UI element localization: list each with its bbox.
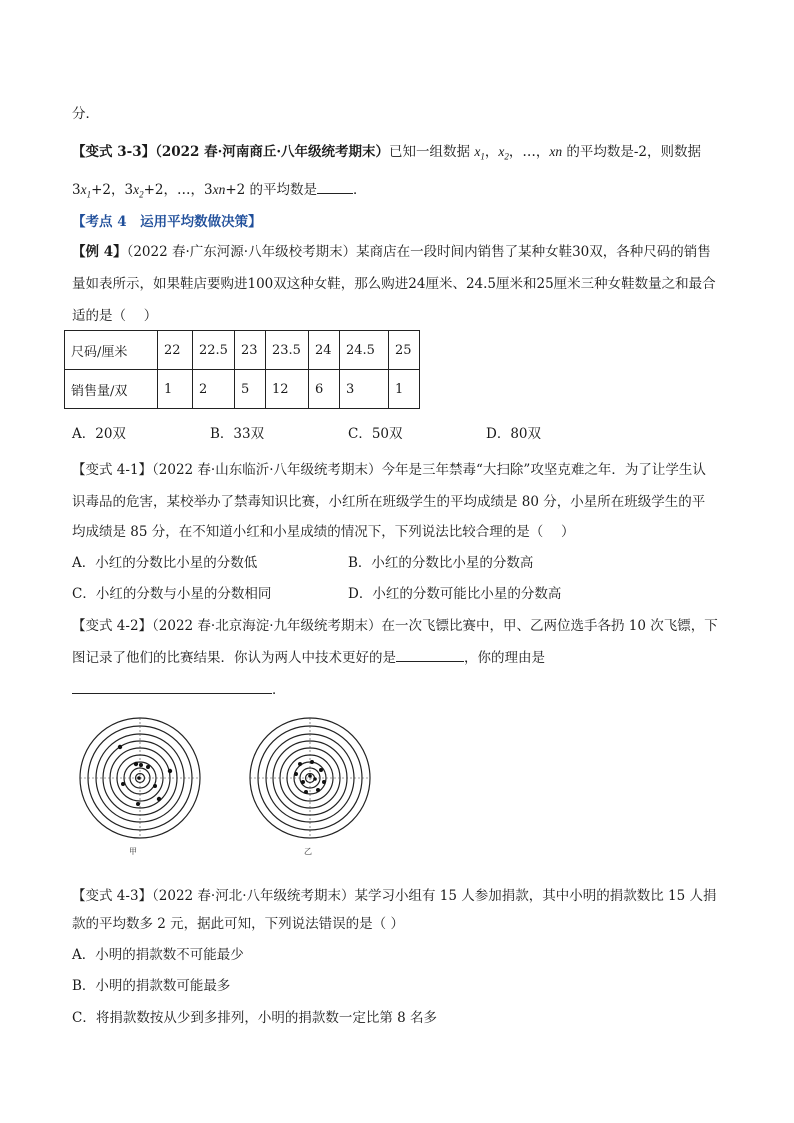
key-point-4-heading: 【考点 4 运用平均数做决策】: [72, 214, 262, 230]
dartboard-a: [78, 716, 202, 840]
dart-hit: [304, 790, 308, 794]
dart-hit: [153, 784, 157, 788]
dart-hit: [168, 769, 172, 773]
dart-hit: [139, 763, 143, 767]
variant-4-2-line1: 【变式 4-2】（2022 春·北京海淀·九年级统考期末）在一次飞镖比赛中，甲、乙两位选手各扔 10 次飞镖，下: [72, 618, 718, 634]
dartboard-b: [248, 716, 372, 840]
example-4-line3: 适的是（ ）: [72, 308, 158, 324]
variant-4-3-line1: 【变式 4-3】（2022 春·河北·八年级统考期末）某学习小组有 15 人参加捐款，其中小明的捐款数比 15 人捐: [72, 888, 717, 904]
table-row-sizes: [65, 331, 420, 370]
table-cell: 23.5: [265, 331, 308, 370]
table-cell: 23: [234, 331, 265, 370]
table-header-sales: 销售量/双: [65, 370, 158, 409]
variant-4-1-line2: 识毒品的危害，某校举办了禁毒知识比赛，小红所在班级学生的平均成绩是 80 分，小星所在班级学生的平: [72, 494, 706, 510]
dart-hit: [118, 745, 122, 749]
dart-hit: [121, 782, 125, 786]
option-d[interactable]: D．80双: [486, 426, 542, 442]
table-cell: 24.5: [339, 331, 388, 370]
example-4-line2: 量如表所示，如果鞋店要购进100双这种女鞋，那么购进24厘米、24.5厘米和25厘米三种女鞋数量之和最合: [72, 276, 716, 292]
variant-3-3-source: （2022 春·河南商丘·八年级统考期末）: [155, 144, 390, 160]
variant-3-3-tag: 【变式 3-3】: [72, 144, 156, 160]
variant-3-3-line1: 【变式 3-3】（2022 春·河南商丘·八年级统考期末）已知一组数据 $x_1$，$x_2$，…，xn 的平均数是-2，则数据: [72, 144, 702, 162]
option-b[interactable]: B．小明的捐款数可能最多: [72, 978, 231, 994]
shoe-size-sales-table: [64, 330, 420, 409]
table-header-size: 尺码/厘米: [65, 331, 158, 370]
table-cell: 3: [339, 370, 388, 409]
variant-4-1-line1: 【变式 4-1】（2022 春·山东临沂·八年级统考期末）今年是三年禁毒“大扫除”攻坚克难之年．为了让学生认: [72, 462, 706, 478]
dart-hit: [310, 760, 314, 764]
table-cell: 24: [308, 331, 339, 370]
dart-hit: [319, 768, 323, 772]
variant-4-1-line3: 均成绩是 85 分，在不知道小红和小星成绩的情况下，下列说法比较合理的是（ ）: [72, 524, 575, 540]
table-cell: 25: [388, 331, 419, 370]
option-d[interactable]: D．小红的分数可能比小星的分数高: [348, 586, 562, 602]
dart-hit: [294, 772, 298, 776]
dart-hit: [298, 762, 302, 766]
table-cell: 6: [308, 370, 339, 409]
table-cell: 1: [158, 370, 193, 409]
player-b-label: 乙: [304, 847, 312, 856]
option-c[interactable]: C．50双: [348, 426, 403, 442]
answer-blank[interactable]: [317, 181, 353, 194]
dart-hit: [134, 762, 138, 766]
option-b[interactable]: B．33双: [210, 426, 265, 442]
player-a-label: 甲: [129, 847, 137, 856]
variant-4-2-line2: 图记录了他们的比赛结果．你认为两人中技术更好的是 ，你的理由是: [72, 650, 545, 666]
dart-hit: [322, 780, 326, 784]
option-c[interactable]: C．将捐款数按从少到多排列，小明的捐款数一定比第 8 名多: [72, 1010, 438, 1026]
dart-hit: [136, 802, 140, 806]
table-cell: 22.5: [193, 331, 235, 370]
table-cell: 5: [234, 370, 265, 409]
reason-blank[interactable]: [72, 681, 272, 694]
dart-hit: [313, 777, 317, 781]
dart-hit: [316, 788, 320, 792]
dart-hit: [137, 776, 141, 780]
option-a[interactable]: A．小红的分数比小星的分数低: [72, 555, 258, 571]
table-cell: 22: [158, 331, 193, 370]
table-cell: 1: [388, 370, 419, 409]
dart-hit: [157, 797, 161, 801]
variant-4-2-line3: ．: [72, 678, 286, 698]
table-row-sales: [65, 370, 420, 409]
example-4-line1: 【例 4】（2022 春·广东河源·八年级校考期末）某商店在一段时间内销售了某种女鞋30双，各种尺码的销售: [72, 244, 711, 260]
table-cell: 2: [193, 370, 235, 409]
option-a[interactable]: A．20双: [72, 426, 126, 442]
table-cell: 12: [265, 370, 308, 409]
variant-3-3-line2: $3x_1+2$，$3x_2+2$，…，3xn+2 的平均数是 ．: [72, 182, 367, 200]
answer-blank[interactable]: [396, 649, 464, 662]
dart-hit: [146, 765, 150, 769]
dart-hit: [308, 774, 312, 778]
option-a[interactable]: A．小明的捐款数不可能最少: [72, 947, 244, 963]
option-b[interactable]: B．小红的分数比小星的分数高: [348, 555, 534, 571]
option-c[interactable]: C．小红的分数与小星的分数相同: [72, 586, 272, 602]
dart-hit: [301, 780, 305, 784]
continued-text: 分．: [72, 106, 99, 122]
variant-4-3-line2: 款的平均数多 2 元，据此可知，下列说法错误的是（ ）: [72, 916, 404, 932]
